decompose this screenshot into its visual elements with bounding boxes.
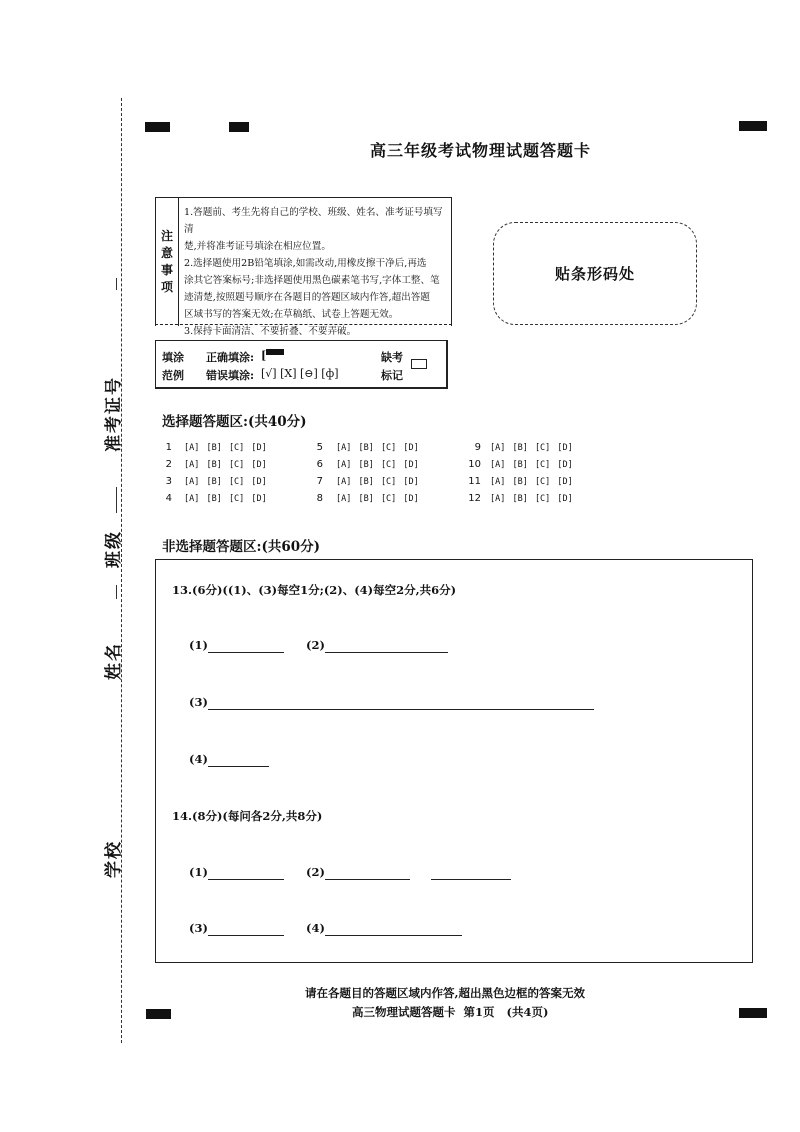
exam-number-line (116, 278, 117, 290)
q13-blank-label: (3) (189, 695, 208, 709)
barcode-label: 贴条形码处 (554, 265, 635, 283)
page-title: 高三年级考试物理试题答题卡 (370, 141, 592, 160)
notes-bottom-border (155, 324, 452, 325)
wrong-fill-marks: [√] [X] [⊖] [ф] (261, 367, 339, 380)
notes-heading-char: 意 (160, 246, 173, 260)
fill-example-label-2: 范例 (162, 369, 184, 382)
q14-title: 14.(8分)(每问各2分,共8分) (172, 809, 323, 823)
alignment-marker-bottom-left (146, 1009, 171, 1019)
notes-line: 迹清楚,按照题号顺序在各题目的答题区域内作答,超出答题 (184, 292, 430, 303)
choice-section-title: 选择题答题区:(共40分) (162, 414, 307, 430)
school-label: 学校 (104, 840, 124, 878)
filled-bar-icon (266, 349, 284, 355)
choice-number: 3 (165, 476, 172, 487)
choice-number: 2 (165, 459, 172, 470)
q14-blank-label: (4) (306, 921, 325, 935)
q13-blank-2-line[interactable] (325, 652, 448, 653)
class-line (116, 487, 117, 513)
notes-box (155, 197, 452, 337)
choice-number: 9 (474, 442, 481, 453)
choice-number: 11 (468, 476, 481, 487)
choice-number: 4 (165, 493, 172, 504)
name-line (116, 585, 117, 599)
choice-number: 1 (165, 442, 172, 453)
choice-options[interactable]: [A] [B] [C] [D] (336, 460, 419, 470)
name-label: 姓名 (104, 642, 124, 680)
footer-warning: 请在各题目的答题区域内作答,超出黑色边框的答案无效 (305, 986, 586, 1000)
choice-number: 5 (316, 442, 323, 453)
choice-options[interactable]: [A] [B] [C] [D] (184, 460, 267, 470)
choice-options[interactable]: [A] [B] [C] [D] (184, 494, 267, 504)
choice-options[interactable]: [A] [B] [C] [D] (336, 443, 419, 453)
choice-number: 7 (316, 476, 323, 487)
choice-number: 8 (316, 493, 323, 504)
notes-text (184, 204, 446, 340)
q13-blank-3-line[interactable] (208, 709, 594, 710)
fill-example-label-1: 填涂 (162, 351, 184, 364)
choice-number: 6 (316, 459, 323, 470)
q14-blank-2-line[interactable] (325, 879, 410, 880)
notes-line: 楚,并将准考证号填涂在相应位置。 (184, 241, 331, 252)
q13-blank-label: (2) (306, 638, 325, 652)
choice-options[interactable]: [A] [B] [C] [D] (490, 443, 573, 453)
nonchoice-section-title: 非选择题答题区:(共60分) (162, 539, 321, 555)
binding-dashed-line (121, 98, 122, 1043)
notes-heading (156, 198, 179, 326)
absent-label-2: 标记 (381, 369, 403, 382)
q13-title: 13.(6分)((1)、(3)每空1分;(2)、(4)每空2分,共6分) (172, 583, 457, 597)
choice-options[interactable]: [A] [B] [C] [D] (490, 494, 573, 504)
notes-heading-char: 事 (160, 263, 173, 277)
q13-blank-1-line[interactable] (208, 652, 284, 653)
choice-options[interactable]: [A] [B] [C] [D] (490, 477, 573, 487)
correct-fill-mark (261, 349, 266, 362)
correct-fill-bracket: [ (261, 349, 267, 362)
q14-blank-label: (2) (306, 865, 325, 879)
q13-blank-4-line[interactable] (208, 766, 269, 767)
choice-number: 12 (468, 493, 481, 504)
answer-area (155, 559, 753, 963)
notes-line: 1.答题前、考生先将自己的学校、班级、姓名、准考证号填写清 (184, 207, 443, 235)
notes-line: 3.保持卡面清洁、不要折叠、不要弄破。 (184, 326, 357, 337)
q13-blank-label: (4) (189, 752, 208, 766)
q14-blank-3-line[interactable] (208, 935, 284, 936)
class-label: 班级 (104, 530, 124, 568)
choice-options[interactable]: [A] [B] [C] [D] (184, 477, 267, 487)
q14-blank-4-line[interactable] (325, 935, 462, 936)
alignment-marker-top-right (739, 121, 767, 131)
q14-blank-1-line[interactable] (208, 879, 284, 880)
q13-blank-label: (1) (189, 638, 208, 652)
alignment-marker-bottom-right (739, 1008, 767, 1018)
q14-blank-2-extra-line[interactable] (431, 879, 511, 880)
barcode-area (493, 222, 697, 325)
choice-options[interactable]: [A] [B] [C] [D] (490, 460, 573, 470)
choice-options[interactable]: [A] [B] [C] [D] (336, 477, 419, 487)
notes-line: 涂其它答案标号;非选择题使用黑色碳素笔书写,字体工整、笔 (184, 275, 440, 286)
choice-options[interactable]: [A] [B] [C] [D] (336, 494, 419, 504)
alignment-marker-top-left-2 (229, 122, 249, 132)
alignment-marker-top-left-1 (145, 122, 170, 132)
notes-heading-char: 项 (160, 280, 173, 294)
q14-blank-label: (1) (189, 865, 208, 879)
absent-mark-box[interactable] (411, 359, 427, 369)
choice-options[interactable]: [A] [B] [C] [D] (184, 443, 267, 453)
footer-page-info: 高三物理试题答题卡 第1页 (共4页) (352, 1005, 549, 1019)
correct-fill-label: 正确填涂: (206, 351, 255, 364)
q14-blank-label: (3) (189, 921, 208, 935)
notes-heading-char: 注 (160, 229, 173, 243)
wrong-fill-label: 错误填涂: (206, 369, 255, 382)
exam-number-label: 准考证号 (104, 376, 124, 452)
absent-label-1: 缺考 (381, 351, 403, 364)
notes-line: 区域书写的答案无效;在草稿纸、试卷上答题无效。 (184, 309, 399, 320)
notes-line: 2.选择题使用2B铅笔填涂,如需改动,用橡皮擦干净后,再选 (184, 258, 427, 269)
fill-example-box (155, 340, 448, 389)
choice-number: 10 (468, 459, 481, 470)
